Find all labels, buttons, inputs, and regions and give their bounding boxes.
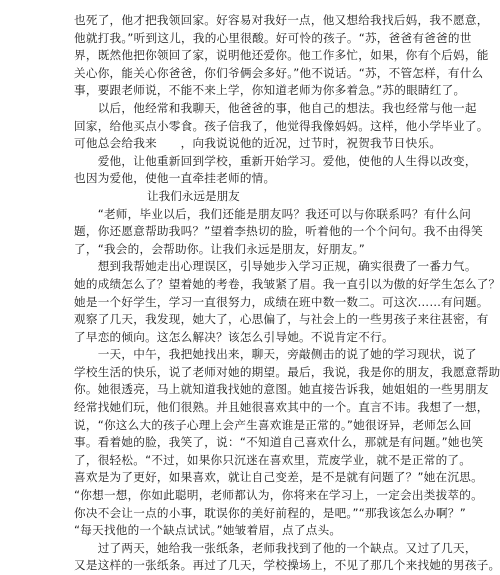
text-line: 也因为爱他，使他一直牵挂老师的情。: [74, 171, 276, 186]
text-line: 想到我帮她走出心理误区，引导她步入学习正规，确实很费了一番力气。: [74, 259, 477, 274]
section-title: 让我们永远是朋友: [147, 188, 240, 203]
text-line: 了，“我会的，会帮助你。让我们永远是朋友，好朋友。”: [74, 241, 365, 256]
text-line: 过了两天，她给我一张纸条，老师我找到了他的一个缺点。又过了几天，: [74, 540, 477, 555]
text-line: 以后，他经常和我聊天，他爸爸的事，他自己的想法。我也经常与他一起: [74, 100, 477, 115]
text-line: 事，要跟老师说，不能不来上学，你知道老师为你多着急。”苏的眼睛红了。: [74, 83, 466, 98]
text-line: 回家，给他买点小零食。孩子信我了，他觉得我像妈妈。这样，他小学毕业了。: [74, 118, 489, 133]
text-line: 观察了几天，我发现，她大了，心思偏了，与社会上的一些男孩子来往甚密，有: [74, 312, 489, 327]
text-line: 爱他，让他重新回到学校，重新开始学习。爱他，使他的人生得以改变，: [74, 153, 477, 168]
text-line: “你想一想，你如此聪明，老师都认为，你将来在学习上，一定会出类拔萃的。: [74, 488, 483, 503]
text-line: 可他总会给我来 ，向我说说他的近况，过节时，祝贺我节日快乐。: [74, 136, 442, 151]
text-line: 事。看着她的脸，我笑了，说：“不知道自己喜欢什么，那就是有问题。”她也笑: [74, 435, 484, 450]
text-line: 她是一个好学生，学习一直很努力，成绩在班中数一数二。可这次……有问题。: [74, 294, 489, 309]
text-line: 了早恋的倾向。这怎么解决？该怎么引导她。不说肯定不行。: [74, 329, 394, 344]
text-line: 了，很轻松。“不过，如果你只沉迷在喜欢里，荒废学业，就不是正常的了。: [74, 452, 472, 467]
text-line: 说，“你这么大的孩子心理上会产生喜欢谁是正常的。”她很讶异，老师怎么回: [74, 417, 472, 432]
text-line: 也死了，他才把我领回家。好容易对我好一点，他又想给我找后妈，我不愿意，: [74, 13, 489, 27]
text-line: 你。她很透亮，马上就知道我找她的意图。她直接告诉我，她姐姐的一些男朋友: [74, 382, 489, 397]
text-line: 界，既然他把你领回了家，说明他还爱你。他工作多忙，如果，你有个后妈，能: [74, 48, 489, 63]
text-line: 又是这样的一张纸条。再过了几天，学校操场上，不见了那几个来找她的男孩子。: [74, 558, 500, 573]
text-line: 他就打我。”听到这儿，我的心里很酸。好可怜的孩子。“苏，爸爸有爸爸的世: [74, 30, 472, 45]
text-line: 关心你，能关心你爸爸，你们爷俩会多好。”他不说话。“苏，不管怎样，有什么: [74, 65, 484, 80]
text-line: 经常找她们玩，他们很熟。并且她很喜欢其中的一个。直言不讳。我想了一想，: [74, 400, 489, 415]
text-line: 喜欢是为了更好，如果喜欢，就让自己变差，是不是就有问题了？”她在沉思。: [74, 470, 483, 485]
text-line: “老师，毕业以后，我们还能是朋友吗？我还可以与你联系吗？有什么问: [74, 206, 472, 221]
text-line: 学校生活的快乐，说了老师对她的期望。最后，我说，我是你的朋友，我愿意帮助: [74, 364, 500, 379]
text-line: 她的成绩怎么了？望着她的考卷，我皱紧了眉。我一直引以为傲的好学生怎么了？: [74, 276, 500, 291]
paragraph-block-2: [74, 206, 500, 575]
paragraph-block-1: [74, 12, 489, 188]
text-line: 题，你还愿意帮助我吗？”望着李热切的脸，听着他的一个个问句。我不由得笑: [74, 224, 483, 239]
text-line: 你决不会让一点的小事，耽误你的美好前程的，是吧。”“那我该怎么办啊？”: [74, 505, 466, 520]
text-line: 一天，中午，我把她找出来，聊天，旁敲侧击的说了她的学习现状，说了: [74, 347, 477, 362]
text-line: “每天找他的一个缺点试试。”她皱着眉，点了点头。: [74, 523, 342, 538]
